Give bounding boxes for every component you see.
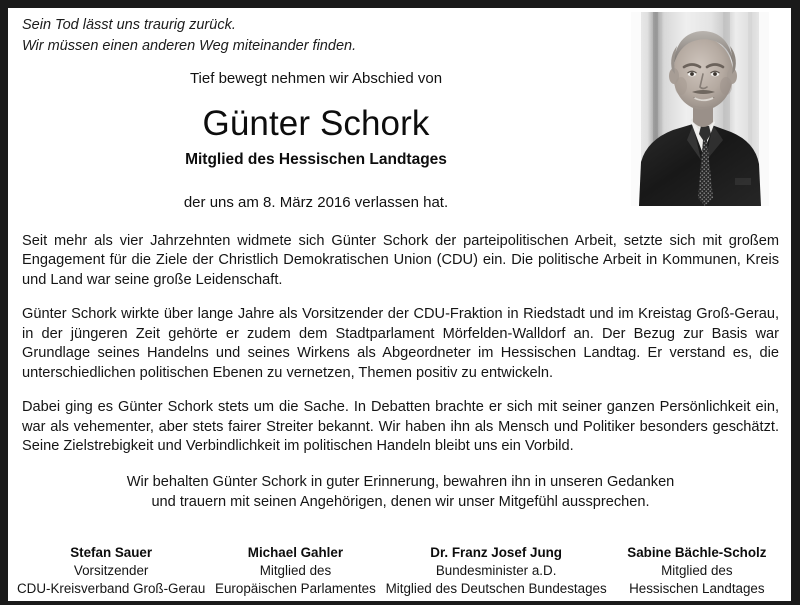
heading-intro: Tief bewegt nehmen wir Abschied von xyxy=(189,70,443,87)
notice-border-right xyxy=(791,0,800,605)
portrait-photo-image xyxy=(631,12,769,206)
signatory-3 xyxy=(385,544,608,597)
deceased-name: Günter Schork xyxy=(202,104,430,143)
epigraph-line-1: Sein Tod lässt uns traurig zurück. xyxy=(22,17,236,33)
signatory-title: Mitglied des xyxy=(661,562,733,578)
closing-line-1: Wir behalten Günter Schork in guter Erinnerung, bewahren ihn in unseren Gedanken xyxy=(126,474,675,490)
epigraph xyxy=(22,15,582,56)
notice-border-left xyxy=(0,0,8,605)
signatory-organisation: Hessischen Landtages xyxy=(629,580,765,596)
signatory-organisation: Mitglied des Deutschen Bundestages xyxy=(385,580,607,596)
signatory-1 xyxy=(16,544,206,597)
body-paragraph-1: Seit mehr als vier Jahrzehnten widmete sich Günter Schork der parteipolitischen Arbeit, setzte sich mit großem Engagement für die Ziele der Christlich Demokratischen Union (CDU) ein. Die politische Arbeit in Kommunen, Kreis und Land war seine große Leidenschaft. xyxy=(22,233,779,288)
signatory-title: Bundesminister a.D. xyxy=(435,562,557,578)
signatory-name: Stefan Sauer xyxy=(70,545,153,560)
death-date-line: der uns am 8. März 2016 verlassen hat. xyxy=(183,193,449,211)
body-paragraph-2: Günter Schork wirkte über lange Jahre als Vorsitzender der CDU-Fraktion in Riedstadt und im Kreistag Groß-Gerau, in der jüngeren Zeit gehörte er zudem dem Stadtparlament Mörfelden-Walldorf an. Der Bezug zur Basis war Grundlage seines Handelns und seines Wirkens als Abgeordneter im Hessischen Landtag. Er verstand es, die unterschiedlichen politischen Ebenen zu vernetzen, Themen positiv zu entwickeln. xyxy=(22,306,779,381)
portrait-photo xyxy=(631,12,769,206)
signatory-title: Mitglied des xyxy=(259,562,332,578)
notice-border-bottom xyxy=(0,601,800,605)
signatory-2 xyxy=(206,544,384,597)
closing-text xyxy=(22,473,779,513)
signatory-organisation: Europäischen Parlamentes xyxy=(215,580,376,596)
notice-content xyxy=(8,8,791,601)
signatory-name: Michael Gahler xyxy=(247,545,344,560)
signatory-organisation: CDU-Kreisverband Groß-Gerau xyxy=(17,580,206,596)
signatory-name: Dr. Franz Josef Jung xyxy=(430,545,562,560)
signatory-name: Sabine Bächle-Scholz xyxy=(627,545,767,560)
notice-border-top xyxy=(0,0,800,8)
epigraph-line-2: Wir müssen einen anderen Weg miteinander finden. xyxy=(22,37,357,54)
signatories xyxy=(16,544,786,597)
heading-block xyxy=(16,70,616,212)
body-text xyxy=(22,232,779,457)
closing-line-2: und trauern mit seinen Angehörigen, denen wir unser Mitgefühl aussprechen. xyxy=(151,493,650,510)
signatory-4 xyxy=(608,544,786,597)
deceased-role: Mitglied des Hessischen Landtages xyxy=(185,151,447,169)
signatory-title: Vorsitzender xyxy=(73,562,149,578)
body-paragraph-3: Dabei ging es Günter Schork stets um die Sache. In Debatten brachte er sich mit seiner ganzen Persönlichkeit ein, war als vehementer, aber stets fairer Streiter bekannt. Wir haben ihn als Mensch und Politiker besonders geschätzt. Seine Zielstrebigkeit und Verbindlichkeit im politischen Handeln bleibt uns ein Vorbild. xyxy=(22,399,779,455)
